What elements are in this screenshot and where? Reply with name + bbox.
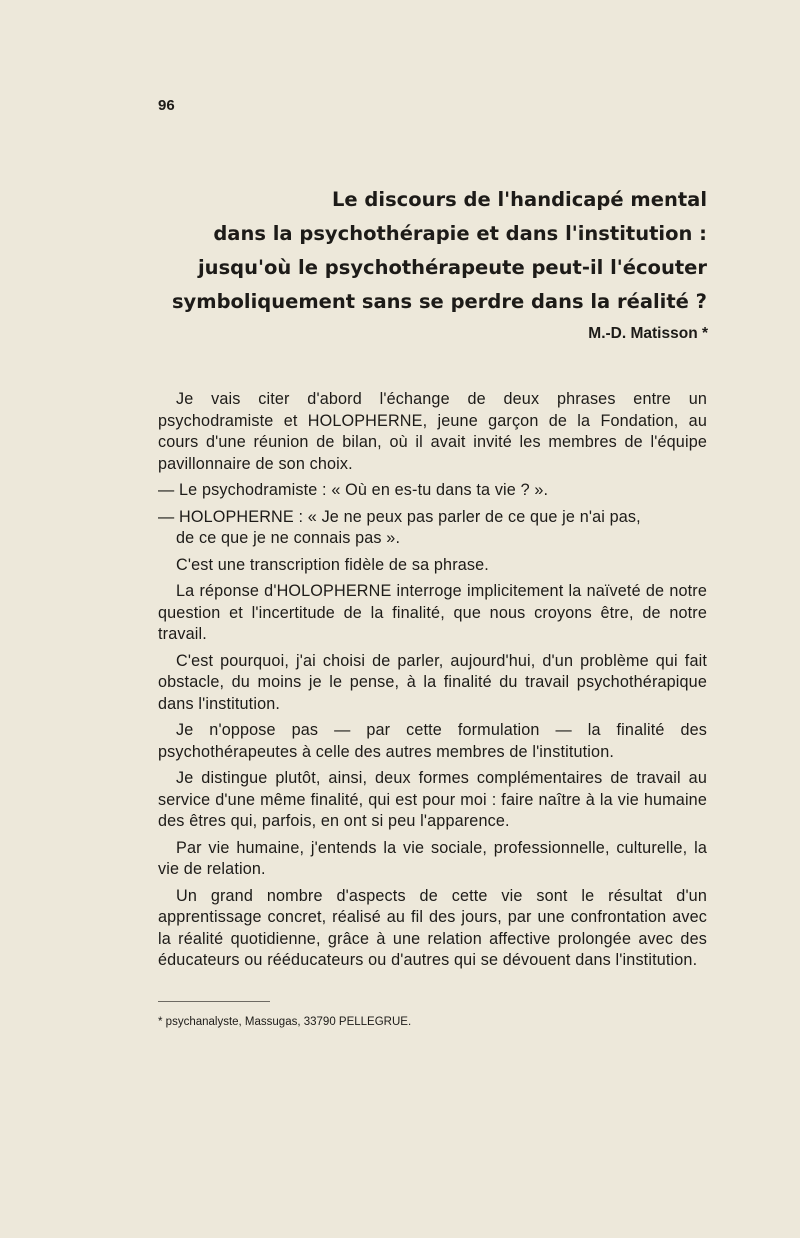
paragraph: Par vie humaine, j'entends la vie sociale, professionnelle, culturelle, la vie de relation. (158, 838, 707, 878)
paragraph: Je n'oppose pas — par cette formulation — la finalité des psychothérapeutes à celle des autres membres de l'institution. (158, 721, 707, 761)
paragraph: C'est une transcription fidèle de sa phrase. (176, 555, 489, 574)
paragraph: Je distingue plutôt, ainsi, deux formes complémentaires de travail au service d'une même finalité, qui est pour moi : faire naître à la vie humaine des êtres qui, parfois, en ont si peu l'apparence. (158, 769, 707, 830)
title-line: symboliquement sans se perdre dans la réalité ? (171, 290, 707, 313)
dialogue-line (158, 480, 707, 502)
article-body (158, 389, 707, 977)
paragraph: Un grand nombre d'aspects de cette vie sont le résultat d'un apprentissage concret, réalisé au fil des jours, par une confrontation avec la réalité quotidienne, grâce à une relation affective prolongée avec des éducateurs ou rééducateurs ou d'autres qui se dévouent dans l'institution. (158, 886, 707, 969)
title-line: jusqu'où le psychothérapeute peut-il l'écouter (198, 256, 707, 279)
dialogue-line (158, 507, 707, 550)
dialogue-text: — Le psychodramiste : « Où en es-tu dans ta vie ? ». (158, 481, 549, 499)
paragraph: La réponse d'HOLOPHERNE interroge implicitement la naïveté de notre question et l'incertitude de la finalité, que nous croyons être, de notre travail. (158, 582, 707, 643)
dialogue-continuation: de ce que je ne connais pas ». (176, 529, 401, 547)
page-number: 96 (158, 97, 175, 114)
title-line: Le discours de l'handicapé mental (331, 188, 707, 211)
paragraph: C'est pourquoi, j'ai choisi de parler, aujourd'hui, d'un problème qui fait obstacle, du moins je le pense, à la finalité du travail psychothérapique dans l'institution. (158, 651, 707, 713)
article-title (147, 183, 707, 319)
paragraph: Je vais citer d'abord l'échange de deux phrases entre un psychodramiste et HOLOPHERNE, jeune garçon de la Fondation, au cours d'une réunion de bilan, où il avait invité les membres de l'équipe pavillonnaire de son choix. (158, 390, 707, 473)
footnote: * psychanalyste, Massugas, 33790 PELLEGRUE. (158, 1016, 412, 1028)
dialogue-text: — HOLOPHERNE : « Je ne peux pas parler de ce que je n'ai pas, (158, 507, 641, 526)
author-name: M.-D. Matisson * (588, 325, 708, 342)
footnote-rule (158, 1001, 270, 1002)
title-line: dans la psychothérapie et dans l'institution : (213, 222, 707, 245)
